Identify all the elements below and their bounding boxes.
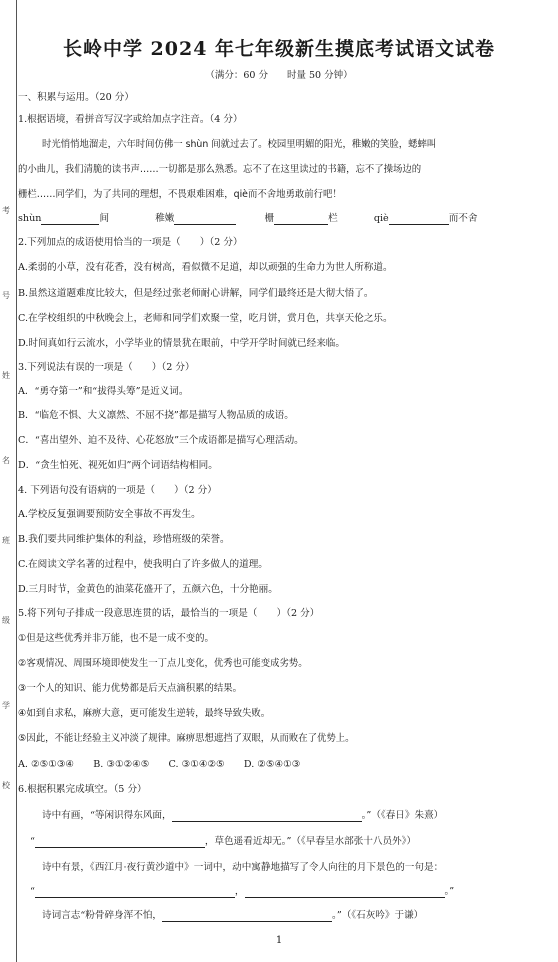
binding-strip xyxy=(0,0,17,962)
option-a: A．“勇夺第一”和“拔得头筹”是近义词。 xyxy=(18,386,189,397)
exam-subtitle: （满分：60 分 时量 50 分钟） xyxy=(205,70,353,81)
option-d: D.时间真如行云流水，小学毕业的情景犹在眼前，中学开学时间就已经来临。 xyxy=(18,338,345,349)
answer-blank[interactable] xyxy=(389,214,449,225)
question-stem: 5.将下列句子排成一段意思连贯的话，最恰当的一项是（ ）（2 分） xyxy=(18,608,320,619)
option-b: B.我们要共同维护集体的利益，珍惜班级的荣誉。 xyxy=(18,534,230,545)
fill-line xyxy=(30,886,454,898)
poem-source: ，草色遥看近却无。”（《早春呈水部张十八员外》） xyxy=(204,836,417,847)
option-c: C．“喜出望外、迫不及待、心花怒放”三个成语都是描写心理活动。 xyxy=(18,435,304,446)
option-b: B.虽然这道题难度比较大，但是经过张老师耐心讲解，同学们最终还是大彻大悟了。 xyxy=(18,288,374,299)
fill-line xyxy=(42,910,423,922)
quote-mark: “ xyxy=(30,836,35,847)
pinyin-label: qiè xyxy=(373,213,389,224)
answer-blank[interactable] xyxy=(174,214,236,225)
quote-mark: “ xyxy=(30,886,35,897)
option-a: A.柔弱的小草，没有花香，没有树高，看似微不足道，却以顽强的生命力为世人所称道。 xyxy=(18,262,393,273)
answer-blank[interactable] xyxy=(274,214,328,225)
answer-blank[interactable] xyxy=(172,811,362,822)
question-stem: 3.下列说法有误的一项是（ ）（2 分） xyxy=(18,362,195,373)
binding-char: 姓 xyxy=(2,371,10,380)
option-a: A.学校反复强调要预防安全事故不再发生。 xyxy=(18,509,201,520)
passage-line: 栅栏……同学们，为了共同的理想，不畏艰难困难，qiè而不舍地勇敢前行吧！ xyxy=(18,189,342,200)
poem-prompt: 诗词言志“粉骨碎身浑不怕， xyxy=(42,910,163,921)
option-d: D．“贪生怕死、视死如归”两个词语结构相同。 xyxy=(18,460,218,471)
section-heading: 一、积累与运用。（20 分） xyxy=(18,92,134,103)
answer-blank[interactable] xyxy=(245,887,445,898)
fill-line: 诗中有景，《西江月·夜行黄沙道中》一词中，动中寓静地描写了令人向往的月下景色的一句是： xyxy=(42,862,444,873)
sentence-4: ④如到自求私，麻痹大意，更可能发生逆转，最终导致失败。 xyxy=(18,708,271,719)
comma: ， xyxy=(234,886,245,897)
binding-char: 级 xyxy=(2,616,10,625)
char-label: 栏 xyxy=(328,213,338,224)
question-stem: 2.下列加点的成语使用恰当的一项是（ ）（2 分） xyxy=(18,237,243,248)
page-number: 1 xyxy=(275,935,283,946)
poem-source: 。”（《石灰吟》于谦） xyxy=(332,910,424,921)
fill-line xyxy=(42,810,443,822)
question-stem: 6.根据积累完成填空。（5 分） xyxy=(18,784,147,795)
question-stem: 4. 下列语句没有语病的一项是（ ）（2 分） xyxy=(18,485,217,496)
sentence-2: ②客观情况、周围环境即使发生一丁点儿变化，优秀也可能变成劣势。 xyxy=(18,658,308,669)
char-label: 栅 xyxy=(264,213,275,224)
option-d: D.三月时节，金黄色的油菜花盛开了，五颜六色，十分艳丽。 xyxy=(18,584,278,595)
char-label: 间 xyxy=(99,213,110,224)
word-label: 稚嫩 xyxy=(155,213,175,224)
option-c: C.在学校组织的中秋晚会上，老师和同学们欢聚一堂，吃月饼，赏月色，共享天伦之乐。 xyxy=(18,313,393,324)
pinyin-label: shùn xyxy=(18,213,42,224)
passage-line: 时光悄悄地溜走，六年时间仿佛一 shùn 间就过去了。校园里明媚的阳光，稚嫩的笑脸，蟋蟀叫 xyxy=(42,139,437,150)
binding-char: 名 xyxy=(2,456,10,465)
answer-blank[interactable] xyxy=(35,887,235,898)
binding-char: 班 xyxy=(2,536,10,545)
char-label: 而不舍 xyxy=(448,213,478,224)
passage-line: 的小曲儿，我们清脆的读书声……一切都是那么熟悉。忘不了在这里读过的书籍，忘不了操场边的 xyxy=(18,164,422,175)
binding-char: 考 xyxy=(2,206,10,215)
quote-mark: 。” xyxy=(444,886,455,897)
sentence-3: ③一个人的知识、能力优势都是后天点滴积累的结果。 xyxy=(18,683,243,694)
fill-line xyxy=(30,836,416,848)
choice-options: A. ②⑤①③④ B. ③①②④⑤ C. ③①④②⑤ D. ②⑤④①③ xyxy=(18,759,301,770)
answer-blank[interactable] xyxy=(162,911,332,922)
fill-in-row xyxy=(18,213,477,225)
answer-blank[interactable] xyxy=(35,837,205,848)
question-stem: 1.根据语境，看拼音写汉字或给加点字注音。（4 分） xyxy=(18,114,243,125)
poem-prompt: 诗中有画，“等闲识得东风面， xyxy=(42,810,172,821)
answer-blank[interactable] xyxy=(41,214,99,225)
option-b: B．“临危不惧、大义凛然、不屈不挠”都是描写人物品质的成语。 xyxy=(18,410,294,421)
exam-title: 长岭中学 2024 年七年级新生摸底考试语文试卷 xyxy=(62,38,496,60)
binding-char: 学 xyxy=(2,701,10,710)
option-c: C.在阅读文学名著的过程中，使我明白了许多做人的道理。 xyxy=(18,559,268,570)
sentence-5: ⑤因此，不能让经验主义冲淡了规律。麻痹思想遮挡了双眼，从而败在了优势上。 xyxy=(18,733,355,744)
sentence-1: ①但是这些优秀并非万能，也不是一成不变的。 xyxy=(18,633,214,644)
binding-char: 校 xyxy=(2,781,10,790)
binding-char: 号 xyxy=(2,291,10,300)
poem-source: 。”（《春日》朱熹） xyxy=(361,810,444,821)
